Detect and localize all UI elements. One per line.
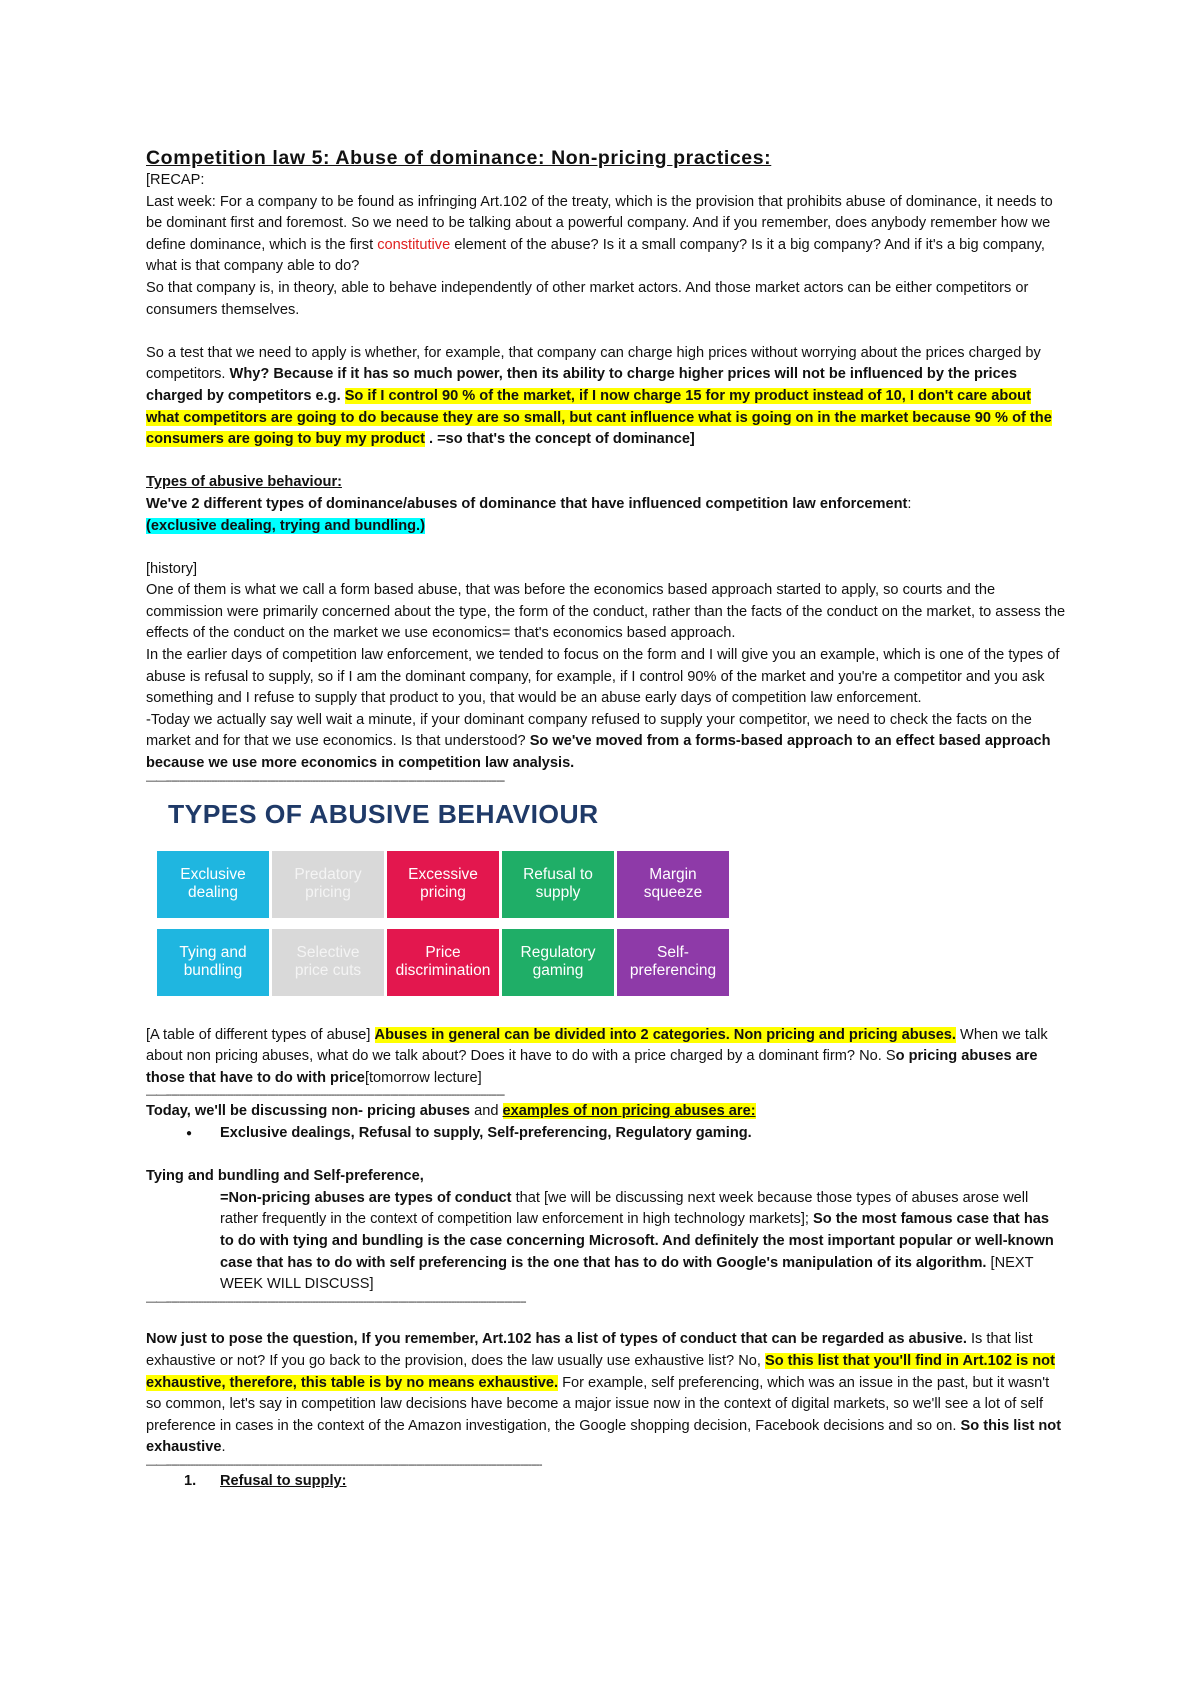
- tile-tying-and-bundling: Tying and bundling: [157, 929, 269, 996]
- tile-refusal-to-supply: Refusal to supply: [502, 851, 614, 918]
- tying-paragraph: =Non-pricing abuses are types of conduct that [we will be discussing next week because those types of abuses arose well rather frequently in the context of competition law enforcement in high technology markets]; So the most famous case that has to do with tying and bundling is the case concerning Microsoft. And definitely the most important popular or well-known case that has to do with self preferencing is the one that has to do with Google's manipulation of its algorithm. [NEXT WEEK WILL DISCUSS]: [220, 1189, 1054, 1293]
- history-tag: [history]: [146, 560, 198, 577]
- tile-regulatory-gaming: Regulatory gaming: [502, 929, 614, 996]
- tile-price-discrimination: Price discrimination: [387, 929, 499, 996]
- recap-paragraph-2: So that company is, in theory, able to behave independently of other market actors. And those market actors can be either competitors or consumers themselves.: [146, 279, 1029, 318]
- exhaustive-paragraph: Now just to pose the question, If you remember, Art.102 has a list of types of conduct that can be regarded as abusive. Is that list exhaustive or not? If you go back to the provision, does the law usually use exhaustive list? No, So this list that you'll find in Art.102 is not exhaustive, therefore, this table is by no means exhaustive. For example, self preferencing, which was an issue in the past, but it wasn't so common, let's say in competition law decisions have become a major issue now in the context of digital markets, so we'll see a lot of self preference in cases in the context of the Amazon investigation, the Google shopping decision, Facebook decisions and so on. So this list not exhaustive.: [146, 1331, 1062, 1456]
- table-paragraph: [A table of different types of abuse] Abuses in general can be divided into 2 categories. Non pricing and pricing abuses. When we talk about non pricing abuses, what do we talk about? Does it have to do with a price charged by a dominant firm? No. So pricing abuses are those that have to do with price[tomorrow lecture]: [146, 1026, 1048, 1086]
- types-heading: Types of abusive behaviour:: [146, 474, 342, 491]
- types-highlight: (exclusive dealing, trying and bundling.): [146, 517, 425, 534]
- highlight-dominance-example: So if I control 90 % of the market, if I now charge 15 for my product instead of 10, I don't care about what competitors are going to do because they are so small, but cant influence what is going on in the market because 90 % of the consumers are going to buy my product: [146, 387, 1052, 448]
- history-paragraph-1: One of them is what we call a form based abuse, that was before the economics based approach started to apply, so courts and the commission were primarily concerned about the type, the form of the conduct, rather than the facts of the conduct on the market, to assess the effects of the conduct on the market we use economics= that's economics based approach.: [146, 582, 1066, 642]
- document-page: [146, 146, 1066, 1493]
- history-paragraph-3: -Today we actually say well wait a minute, if your dominant company refused to supply your competitor, we need to check the facts on the market and for that we use economics. Is that understood? So we've moved from a forms-based approach to an effect based approach because we use more economics in competition law analysis.: [146, 711, 1051, 772]
- non-pricing-abuses-list: [146, 1123, 1066, 1145]
- figure-title: TYPES OF ABUSIVE BEHAVIOUR: [168, 798, 599, 829]
- list-item: ● Exclusive dealings, Refusal to supply, Self-preferencing, Regulatory gaming.: [220, 1123, 1066, 1145]
- tile-exclusive-dealing: Exclusive dealing: [157, 851, 269, 918]
- separator-rule: ——-------------------------------------------------------------------------------------------------------------------------------: [146, 1089, 505, 1102]
- types-line: We've 2 different types of dominance/abuses of dominance that have influenced competition law enforcement:: [146, 495, 912, 512]
- list-item: 1. Refusal to supply:: [184, 1472, 347, 1489]
- numbered-list: [146, 1471, 1066, 1493]
- history-paragraph-2: In the earlier days of competition law enforcement, we tended to focus on the form and I will give you an example, which is one of the types of abuse is refusal to supply, so if I am the dominant company, for example, if I control 90% of the market and you're a competitor and you ask something and I refuse to supply that product to you, that would be an abuse early days of competition law enforcement.: [146, 647, 1060, 707]
- separator-rule: ——-------------------------------------------------------------------------------------------------------------------------------: [146, 774, 505, 787]
- tile-self-preferencing: Self- preferencing: [617, 929, 729, 996]
- recap-paragraph-1: Last week: For a company to be found as infringing Art.102 of the treaty, which is the provision that prohibits abuse of dominance, it needs to be dominant first and foremost. So we need to be talking about a powerful company. And if you remember, does anybody remember how we define dominance, which is the first constitutive element of the abuse? Is it a small company? Is it a big company? And if it's a big company, what is that company able to do?: [146, 193, 1053, 275]
- tile-margin-squeeze: Margin squeeze: [617, 851, 729, 918]
- abuse-types-figure: [146, 797, 786, 1019]
- tile-predatory-pricing: Predatory pricing: [272, 851, 384, 918]
- constitutive-term: constitutive: [377, 236, 451, 253]
- document-title: Competition law 5: Abuse of dominance: Non-pricing practices:: [146, 147, 772, 169]
- tying-heading: Tying and bundling and Self-preference,: [146, 1168, 424, 1185]
- recap-tag: [RECAP:: [146, 172, 205, 188]
- separator-rule: ——---------------------------------------------------------------------------------------------------------------------------------------------: [146, 1458, 542, 1471]
- tile-excessive-pricing: Excessive pricing: [387, 851, 499, 918]
- separator-rule: ——---------------------------------------------------------------------------------------------------------------------------------------: [146, 1295, 526, 1308]
- today-line: Today, we'll be discussing non- pricing abuses and examples of non pricing abuses are:: [146, 1103, 756, 1120]
- recap-paragraph-3: So a test that we need to apply is whether, for example, that company can charge high prices without worrying about the prices charged by competitors. Why? Because if it has so much power, then its ability to charge higher prices will not be influenced by the prices charged by competitors e.g. So if I control 90 % of the market, if I now charge 15 for my product instead of 10, I don't care about what competitors are going to do because they are so small, but cant influence what is going on in the market because 90 % of the consumers are going to buy my product . =so that's the concept of dominance]: [146, 344, 1052, 448]
- tile-selective-price-cuts: Selective price cuts: [272, 929, 384, 996]
